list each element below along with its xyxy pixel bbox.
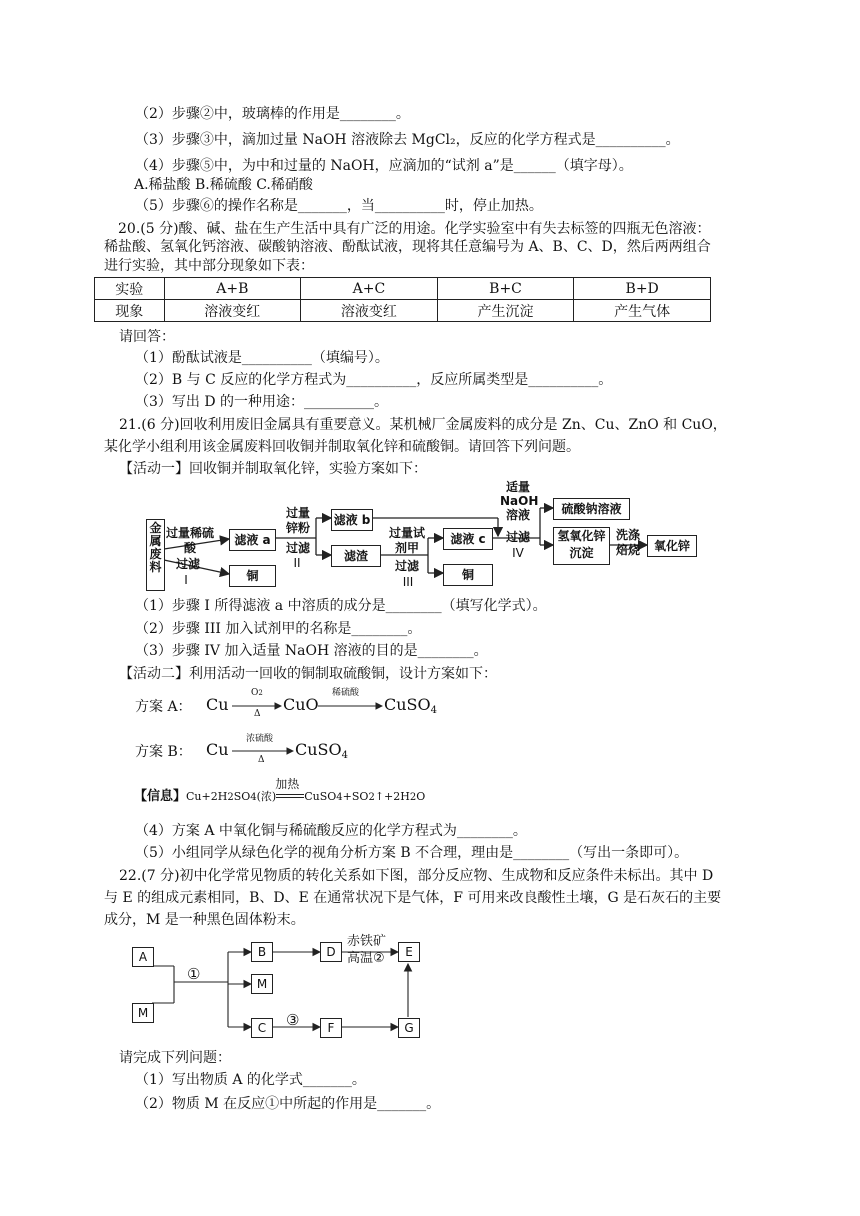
q20-ask: 请回答： [119,329,175,345]
q19-options: A.稀盐酸 B.稀硫酸 C.稀硝酸 [134,177,313,193]
activity-1-title: 【活动一】回收铜并制取氧化锌，实验方案如下： [119,461,427,477]
table-cell: A+C [301,278,438,300]
scheme-a-product: CuSO$_4$ [384,695,437,716]
table-cell: 产生沉淀 [437,300,574,322]
q19-part4: （4）步骤⑤中，为中和过量的 NaOH，应滴加的“试剂 a”是______（填字母）。 [135,158,633,174]
step2-number: II [293,556,301,570]
q22-stem-2: 与 E 的组成元素相同，B、D、E 在通常状况下是气体，F 可用来改良酸性土壤，G 是石灰石的主要 [104,890,722,906]
scheme-a-cuo: CuO [283,695,319,714]
reaction-1-label: ① [187,965,201,983]
q19-part2: （2）步骤②中，玻璃棒的作用是________。 [135,106,410,122]
info-equation [134,776,426,808]
table-cell: 现象 [95,300,165,322]
table-cell: A+B [164,278,301,300]
q20-stem-1: 20.(5 分)酸、碱、盐在生产生活中具有广泛的用途。化学实验室中有失去标签的四瓶无色溶液： [118,221,711,237]
step3-number: III [402,575,414,589]
q21-stem-2: 某化学小组利用该金属废料回收铜并制取氧化锌和硫酸铜。请回答下列问题。 [104,439,580,455]
q19-part3: （3）步骤③中，滴加过量 NaOH 溶液除去 MgCl₂，反应的化学方程式是__________。 [135,132,680,148]
scheme-b-condition: 浓硫酸 [246,734,274,744]
node-g: G [398,1018,420,1038]
sodium-sulfate-box: 硫酸钠溶液 [553,498,630,520]
scheme-a-cu: Cu [206,695,229,714]
zinc-oxide-box: 氧化锌 [647,535,697,557]
metal-waste-box: 金属废料 [146,519,165,591]
reaction-2-condition: 高温② [347,951,385,966]
step4-reagent: 适量NaOH溶液 [500,480,539,522]
table-cell: B+C [437,278,574,300]
step4-operation: 过滤 [505,530,530,544]
reaction-2-reagent: 赤铁矿 [347,934,387,949]
q21-part3: （3）步骤 IV 加入适量 NaOH 溶液的目的是________。 [135,643,488,659]
step1-reagent: 过量稀硫酸 [166,526,215,555]
step1-number: I [184,573,188,587]
q22-stem-3: 成分，M 是一种黑色固体粉末。 [104,912,305,928]
step5-operation: 洗涤焙烧 [615,528,640,557]
residue-box: 滤渣 [331,545,381,567]
node-e: E [398,942,420,962]
scheme-b-heat: Δ [258,755,265,765]
scheme-b-product: CuSO$_4$ [295,740,348,761]
scheme-b-label: 方案 B： [135,744,192,760]
q20-part3: （3）写出 D 的一种用途：__________。 [135,394,389,410]
reaction-3-label: ③ [286,1011,300,1029]
q21-part1: （1）步骤 I 所得滤液 a 中溶质的成分是________（填写化学式）。 [135,598,547,614]
scheme-a-heat-1: Δ [254,709,261,719]
step1-operation: 过滤 [175,557,200,571]
q21-part4: （4）方案 A 中氧化铜与稀硫酸反应的化学方程式为________。 [135,823,527,839]
step2-operation: 过滤 [285,541,310,555]
table-cell: 产生气体 [574,300,711,322]
node-d: D [320,942,342,962]
q22-part2: （2）物质 M 在反应①中所起的作用是_______。 [135,1096,441,1112]
q20-part2: （2）B 与 C 反应的化学方程式为__________，反应所属类型是__________。 [135,372,613,388]
activity-2-title: 【活动二】利用活动一回收的铜制取硫酸铜，设计方案如下： [119,666,497,682]
table-cell: 实验 [95,278,165,300]
table-cell: 溶液变红 [164,300,301,322]
info-label: 【信息】 [134,789,187,804]
node-a: A [132,947,154,967]
q21-part5: （5）小组同学从绿色化学的视角分析方案 B 不合理，理由是________（写出一条即可）。 [135,845,689,861]
q21-stem-1: 21.(6 分)回收利用废旧金属具有重要意义。某机械厂金属废料的成分是 Zn、Cu、ZnO 和 CuO， [119,417,727,433]
q19-part5: （5）步骤⑥的操作名称是_______，当__________时，停止加热。 [135,198,543,214]
scheme-a-label: 方案 A： [135,699,192,715]
scheme-a-condition-1: O2 [251,688,263,698]
scheme-b-cu: Cu [206,740,229,759]
q22-part1: （1）写出物质 A 的化学式_______。 [135,1072,366,1088]
copper-box-1: 铜 [229,565,276,587]
table-cell: B+D [574,278,711,300]
filtrate-c-box: 滤液 c [443,528,493,550]
scheme-a-condition-2: 稀硫酸 [332,688,360,698]
filtrate-a-box: 滤液 a [229,529,276,551]
copper-box-2: 铜 [443,564,493,586]
node-m-left: M [132,1003,154,1023]
table-cell: 溶液变红 [301,300,438,322]
q20-stem-2: 稀盐酸、氢氧化钙溶液、碳酸钠溶液、酚酞试液，现将其任意编号为 A、B、C、D，然后两两组合 [104,239,711,255]
q20-stem-3: 进行实验，其中部分现象如下表： [104,258,314,274]
node-c: C [251,1018,273,1038]
node-m-middle: M [251,974,273,994]
info-lhs: Cu+2H2SO4(浓) [186,790,277,803]
filtrate-b-box: 滤液 b [331,509,373,531]
zinc-hydroxide-box: 氢氧化锌沉淀 [553,527,610,565]
step3-reagent: 过量试剂甲 [388,526,425,555]
node-b: B [251,942,273,962]
step3-operation: 过滤 [394,559,419,573]
node-f: F [320,1018,342,1038]
q20-part1: （1）酚酞试液是__________（填编号）。 [135,350,389,366]
info-condition: 加热 [276,790,304,804]
step4-number: IV [512,546,524,560]
q22-ask: 请完成下列问题： [119,1050,231,1066]
step2-reagent: 过量锌粉 [285,506,310,535]
q22-stem-1: 22.(7 分)初中化学常见物质的转化关系如下图，部分反应物、生成物和反应条件未标出。其中 D [119,868,714,884]
q21-part2: （2）步骤 III 加入试剂甲的名称是________。 [135,621,422,637]
info-rhs: CuSO4+SO2↑+2H2O [304,790,426,803]
